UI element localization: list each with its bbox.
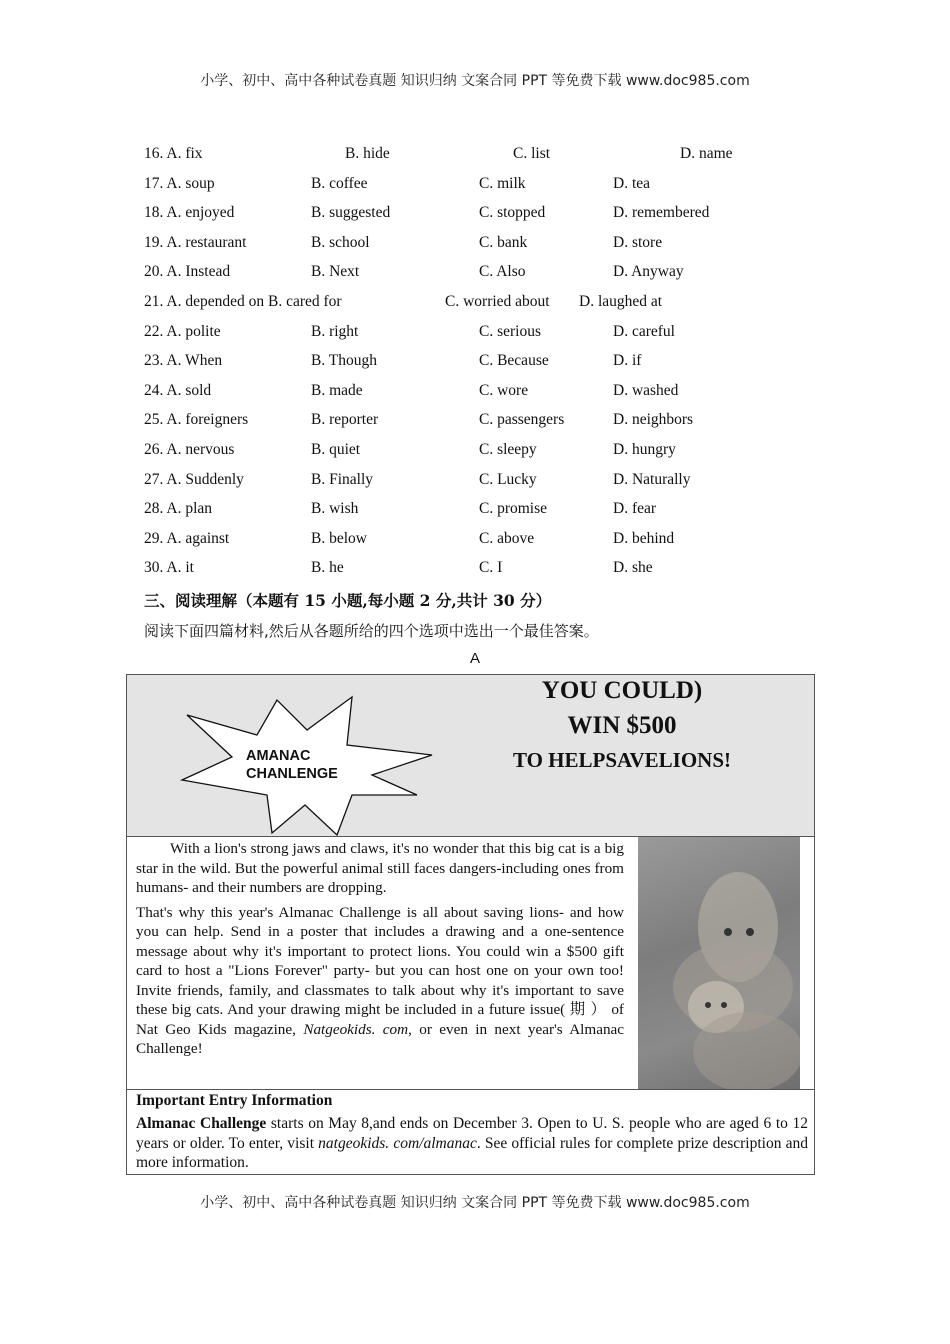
option-b: B. made	[311, 381, 363, 399]
entry-info-section	[127, 1089, 814, 1176]
site-name: Natgeokids. com	[303, 1020, 409, 1038]
info-title: Important Entry Information	[136, 1092, 333, 1109]
option-d: D. hungry	[613, 441, 676, 458]
info-text1: starts on May 8,and ends on December 3. Open to U. S. people who are aged 6 to 12 years or older. To enter, visit	[136, 1115, 809, 1152]
option-a: 23. A. When	[144, 352, 223, 370]
question-row	[0, 559, 950, 583]
question-row	[0, 204, 950, 228]
option-a: 24. A. sold	[144, 381, 212, 399]
option-b: B. hide	[345, 145, 390, 162]
option-d: D. washed	[613, 381, 679, 399]
ad-body	[136, 839, 624, 1064]
section-title: 三、阅读理解（本题有 15 小题,每小题 2 分,共计 30 分）	[144, 591, 552, 610]
question-row	[0, 234, 950, 258]
option-c: C. above	[479, 529, 535, 547]
option-a: 21. A. depended on B. cared for	[144, 293, 342, 310]
page-header: 小学、初中、高中各种试卷真题 知识归纳 文案合同 PPT 等免费下载 www.doc985.com	[200, 73, 750, 89]
option-a: 29. A. against	[144, 529, 230, 547]
option-a: 17. A. soup	[144, 174, 215, 192]
option-c: C. promise	[479, 500, 548, 518]
option-b: B. Though	[311, 352, 378, 370]
section-instruction: 阅读下面四篇材料,然后从各题所给的四个选项中选出一个最佳答案。	[144, 622, 599, 640]
burst-label	[246, 747, 338, 783]
question-row	[0, 293, 950, 317]
option-c: C. worried about	[445, 293, 550, 310]
ad-banner	[127, 675, 814, 837]
option-a: 28. A. plan	[144, 500, 213, 518]
option-b: B. reporter	[311, 411, 379, 429]
option-c: C. bank	[479, 233, 528, 251]
info-body	[136, 1114, 808, 1173]
option-d: D. remembered	[613, 204, 710, 222]
option-c: C. stopped	[479, 204, 546, 222]
option-d: D. if	[613, 352, 642, 370]
option-b: B. Next	[311, 263, 360, 281]
option-d: D. tea	[613, 174, 651, 192]
option-c: C. milk	[479, 174, 526, 192]
question-row	[0, 145, 950, 169]
paragraph-2-end: , or even in next year's Almanac Challenge!	[136, 1020, 625, 1057]
question-row	[0, 500, 950, 524]
paragraph-1: With a lion's strong jaws and claws, it's no wonder that this big cat is a big star in the wild. But the powerful animal still faces dangers-including ones from humans- and their numbers are dropping.	[136, 840, 624, 896]
option-a: 30. A. it	[144, 559, 194, 577]
info-link: natgeokids. com/almanac	[318, 1134, 477, 1152]
option-d: D. Naturally	[613, 470, 691, 488]
option-b: B. quiet	[311, 441, 361, 458]
option-b: B. Finally	[311, 470, 374, 488]
lion-image-icon	[638, 837, 800, 1090]
option-d: D. store	[613, 233, 663, 251]
paragraph-2-main: That's why this year's Almanac Challenge is all about saving lions- and how you can help. Send in a poster that includes a drawing and a one-sentence message about why it's important to protect lions. You could win a $500 gift card to host a "Lions Forever" party- but you can host one on your own too! Invite friends, family, and classmates to talk about why it's important to save these big cats. And your drawing might be included in a future issue( 期 ） of Nat Geo Kids magazine,	[136, 903, 624, 1038]
option-c: C. Lucky	[479, 470, 537, 488]
headline-line3: TO HELPSAVELIONS!	[512, 748, 732, 772]
question-row	[0, 323, 950, 347]
paragraph-2	[136, 903, 624, 1059]
option-c: C. I	[479, 559, 503, 577]
question-row	[0, 441, 950, 465]
option-c: C. Also	[479, 263, 526, 281]
option-d: D. careful	[613, 322, 675, 340]
option-a: 19. A. restaurant	[144, 233, 247, 251]
passage-label: A	[469, 650, 480, 667]
option-b: B. right	[311, 322, 359, 340]
lion-photo	[638, 837, 800, 1090]
option-c: C. sleepy	[479, 441, 537, 458]
option-a: 20. A. Instead	[144, 263, 231, 281]
headline-line1: YOU COULD)	[541, 677, 703, 704]
question-row	[0, 352, 950, 376]
question-row	[0, 471, 950, 495]
option-d: D. neighbors	[613, 411, 694, 429]
option-d: D. fear	[613, 500, 657, 518]
option-c: C. Because	[479, 352, 549, 370]
option-b: B. wish	[311, 500, 359, 518]
option-b: B. he	[311, 559, 344, 577]
option-a: 16. A. fix	[144, 145, 203, 162]
option-c: C. list	[513, 145, 551, 162]
option-b: B. below	[311, 529, 367, 547]
option-b: B. coffee	[311, 174, 368, 192]
advertisement-box	[126, 674, 815, 1175]
option-d: D. laughed at	[579, 293, 663, 310]
question-row	[0, 175, 950, 199]
option-d: D. behind	[613, 529, 675, 547]
option-d: D. name	[680, 145, 733, 162]
option-a: 27. A. Suddenly	[144, 470, 244, 488]
option-a: 22. A. polite	[144, 322, 221, 340]
question-row	[0, 263, 950, 287]
option-c: C. serious	[479, 322, 541, 340]
option-b: B. school	[311, 233, 370, 251]
option-d: D. Anyway	[613, 263, 684, 281]
option-a: 18. A. enjoyed	[144, 204, 235, 222]
info-text2: . See official rules for complete prize description and more information.	[136, 1134, 808, 1171]
page-footer: 小学、初中、高中各种试卷真题 知识归纳 文案合同 PPT 等免费下载 www.doc985.com	[200, 1195, 750, 1211]
question-row	[0, 411, 950, 435]
option-a: 25. A. foreigners	[144, 411, 249, 429]
burst-line2: CHANLENGE	[246, 766, 338, 782]
option-d: D. she	[613, 559, 653, 577]
option-b: B. suggested	[311, 204, 391, 222]
question-row	[0, 530, 950, 554]
question-row	[0, 382, 950, 406]
burst-line1: AMANAC	[246, 748, 311, 764]
option-c: C. passengers	[479, 411, 565, 429]
info-bold: Almanac Challenge	[136, 1115, 267, 1132]
headline-line2: WIN $500	[567, 712, 677, 739]
option-c: C. wore	[479, 381, 529, 399]
option-a: 26. A. nervous	[144, 441, 235, 458]
